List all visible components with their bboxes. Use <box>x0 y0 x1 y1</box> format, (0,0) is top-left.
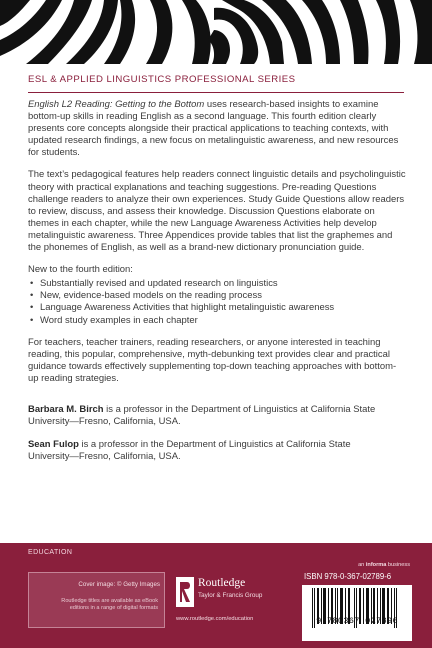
footer-band <box>0 543 432 648</box>
list-item: • Language Awareness Activities that highlight metalinguistic awareness <box>28 302 406 314</box>
author-description: is a professor in the Department of Linguistics at California State University—Fresno, California, USA. <box>28 439 351 463</box>
subject-category: EDUCATION <box>28 549 73 556</box>
list-item: • Word study examples in each chapter <box>28 315 406 327</box>
audience-paragraph: For teachers, teacher trainers, reading researchers, or anyone interested in teaching reading, this popular, comprehensive, myth-debunking text provides clear and practical guidance towards effectively supplementing top-down teaching approaches with bottom-up reading strategies. <box>28 336 397 384</box>
new-edition-list <box>28 278 406 326</box>
informa-business-label <box>358 562 410 568</box>
routledge-logo-icon <box>176 577 194 607</box>
credit-box <box>28 572 165 628</box>
features-paragraph: The text’s pedagogical features help readers connect linguistic details and psycholinguistic theory with practical explanations and teaching suggestions. Pre-reading Questions challenge readers to analyze their own experiences. Study Guide Questions allow readers to review, discuss, and assess their knowledge. Discussion Questions elaborate on themes in each chapter, while the new Language Awareness Activities help develop metalinguistic awareness. Three Appendices provide tables that list the graphemes and the phonemes of English, as well as a brand-new dictionary pronunciation guide. <box>28 169 406 254</box>
informa-word: informa <box>365 562 387 568</box>
publisher-group: Taylor & Francis Group <box>198 592 263 599</box>
isbn-text: ISBN 978-0-367-02789-6 <box>304 572 392 581</box>
series-divider <box>28 92 404 93</box>
zebra-stripe-art <box>0 0 432 64</box>
list-item: • New, evidence-based models on the reading process <box>28 290 406 302</box>
ebook-availability-note: Routledge titles are available as eBook editions in a range of digital formats <box>61 598 158 612</box>
intro-text: uses research-based insights to examine bottom-up skills in reading English as a second language. This fourth edition clearly presents core concepts alongside their practical applications to teaching contexts, with updated research findings, a new focus on metalinguistic awareness, and new resources for students. <box>28 99 399 159</box>
publisher-name: Routledge <box>198 577 246 589</box>
publisher-block <box>176 570 284 634</box>
author-name: Barbara M. Birch <box>28 404 104 415</box>
informa-suffix: business <box>386 562 410 568</box>
informa-prefix: an <box>358 562 366 568</box>
publisher-url[interactable]: www.routledge.com/education <box>176 616 254 622</box>
author-name: Sean Fulop <box>28 439 79 451</box>
barcode-digits: 9 780367 027896 <box>316 616 398 626</box>
cover-image-credit: Cover image: © Getty Images <box>78 581 160 588</box>
intro-paragraph <box>28 99 406 159</box>
new-edition-heading: New to the fourth edition: <box>28 264 133 276</box>
author-bios <box>28 404 388 474</box>
barcode <box>302 585 412 641</box>
series-title: ESL & APPLIED LINGUISTICS PROFESSIONAL SERIES <box>28 74 296 85</box>
book-description <box>28 99 406 395</box>
author-description: is a professor in the Department of Linguistics at California State University—Fresno, California, USA. <box>28 404 376 428</box>
book-title: English L2 Reading: Getting to the Bottom <box>28 99 205 110</box>
author-bio <box>28 439 388 463</box>
cover-artwork-stripes <box>0 0 432 64</box>
author-bio <box>28 404 388 428</box>
barcode-block <box>302 572 412 644</box>
list-item: • Substantially revised and updated research on linguistics <box>28 278 406 290</box>
